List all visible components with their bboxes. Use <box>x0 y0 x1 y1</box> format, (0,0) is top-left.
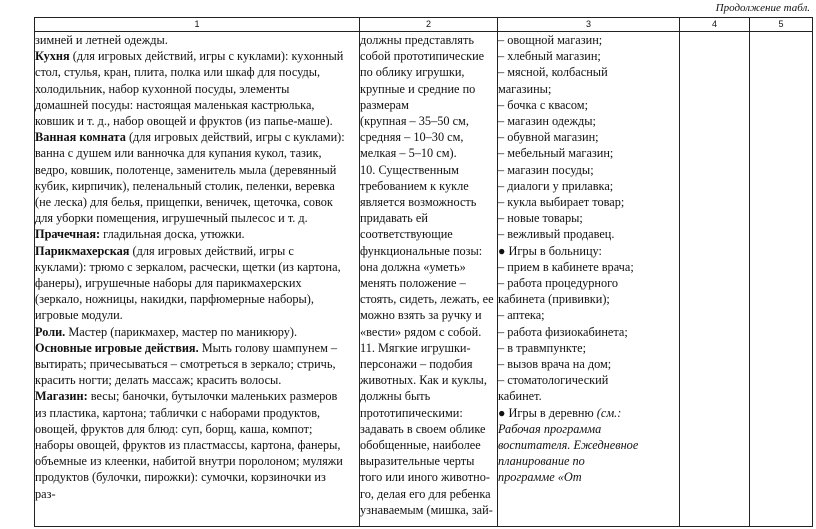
text-line: должны быть <box>360 389 431 404</box>
empty-cell-4 <box>680 32 750 527</box>
text-line: игровые модули. <box>35 308 123 323</box>
text-line: зимней и летней одежды. <box>35 33 168 47</box>
text-line: кубик, кирпичик), пеленальный столик, пеленки, веревка <box>35 178 335 193</box>
text-line: для уборки помещения, игрушечный пылесос и т. д. <box>35 211 308 226</box>
text-line <box>498 405 679 421</box>
text-span: Мыть голову шампунем – <box>198 340 338 355</box>
requirements-lines <box>360 32 497 518</box>
village-games-heading: ● Игры в деревню <box>498 405 597 420</box>
text-line: овощей, фруктов для блюд: суп, борщ, каша, компот; <box>35 421 313 436</box>
text-line: кабинета (прививки); <box>498 292 610 307</box>
text-line: по облику игрушки, <box>360 65 465 80</box>
header-row <box>35 18 813 32</box>
text-line: – вызов врача на дом; <box>498 357 612 372</box>
text-line: (зеркало, ножницы, накидки, парфюмерные наборы), <box>35 292 314 307</box>
reference-text: (см.: <box>596 405 622 420</box>
header-cell-5: 5 <box>750 18 813 32</box>
text-line: планирование по <box>498 454 585 469</box>
header-cell-4: 4 <box>680 18 750 32</box>
text-span: Мастер (парикмахер, мастер по маникюру). <box>65 324 298 339</box>
text-line: из пластика, картона; таблички с наборами продуктов, <box>35 405 321 420</box>
text-line: 10. Существенным <box>360 162 459 177</box>
text-line <box>35 48 359 64</box>
text-line: – вежливый продавец. <box>498 227 615 242</box>
text-line: прототипическими: <box>360 405 463 420</box>
shop-games-list <box>498 32 679 243</box>
text-span: весы; баночки, бутылочки маленьких размеров <box>87 389 338 404</box>
text-line: – работа физиокабинета; <box>498 324 628 339</box>
text-line: вытирать; причесываться – смотреться в зеркало; стричь, <box>35 357 336 372</box>
text-line: Рабочая программа <box>498 421 602 436</box>
text-line <box>35 243 359 259</box>
text-line <box>35 226 359 242</box>
text-line: ковшик и т. д., набор овощей и фруктов (из папье-маше). <box>35 114 333 129</box>
text-line: продуктов (булочки, пирожки): сумочки, корзиночки из <box>35 470 326 485</box>
text-line <box>35 129 359 145</box>
text-line: кабинет. <box>498 389 542 404</box>
continuation-caption: Продолжение табл. <box>715 2 810 14</box>
text-line: холодильник, набор кухонной посуды, элементы <box>35 81 290 96</box>
text-line: персонажи – подобия <box>360 357 473 372</box>
text-line: 11. Мягкие игрушки- <box>360 340 471 355</box>
text-line: стоять, сидеть, лежать, ее <box>360 292 494 307</box>
text-line <box>35 324 359 340</box>
text-line: является возможность <box>360 195 477 210</box>
text-line: воспитателя. Ежедневное <box>498 438 639 453</box>
text-line: объемные из клеенки, набитой внутри поролоном; муляжи <box>35 454 343 469</box>
text-line: менять положение – <box>360 276 466 291</box>
text-line: – в травмпункте; <box>498 340 586 355</box>
laundry-heading: Прачечная: <box>35 227 101 242</box>
text-line: обобщенные, наиболее <box>360 438 481 453</box>
text-line: можно взять за ручку и <box>360 308 482 323</box>
text-line: ведро, ковшик, полотенце, заменитель мыла (деревянный <box>35 162 337 177</box>
text-line: стол, стулья, кран, плита, полка или шкаф для посуды, <box>35 65 321 80</box>
text-line: – новые товары; <box>498 211 583 226</box>
text-span: (для игровых действий, игры с <box>129 243 294 258</box>
text-line: – овощной магазин; <box>498 33 603 47</box>
text-line: собой прототипические <box>360 49 485 64</box>
text-line: – аптека; <box>498 308 545 323</box>
roles-heading: Роли. <box>35 324 66 339</box>
text-line <box>35 340 359 356</box>
header-cell-3: 3 <box>498 18 680 32</box>
hairdresser-heading: Парикмахерская <box>35 243 130 258</box>
text-line: программе «От <box>498 470 582 485</box>
text-line: магазины; <box>498 81 552 96</box>
text-line: – прием в кабинете врача; <box>498 259 634 274</box>
text-line: – кукла выбирает товар; <box>498 195 625 210</box>
text-line: «вести» рядом с собой. <box>360 324 482 339</box>
text-line: она должна «уметь» <box>360 259 466 274</box>
text-line: – магазин одежды; <box>498 114 596 129</box>
text-line: (не леска) для белья, прищепки, веничек, щеточка, совок <box>35 195 333 210</box>
text-line: выразительные черты <box>360 454 475 469</box>
text-line: требованием к кукле <box>360 178 469 193</box>
text-line: фанеры), игрушечные наборы для парикмахерских <box>35 276 302 291</box>
empty-cell-5 <box>750 32 813 527</box>
header-cell-1: 1 <box>35 18 360 32</box>
games-cell <box>498 32 680 527</box>
header-cell-2: 2 <box>360 18 498 32</box>
text-line: го, делая его для ребенка <box>360 486 491 501</box>
text-line: красить ногти; делать массаж; красить волосы. <box>35 373 282 388</box>
text-line: – работа процедурного <box>498 276 619 291</box>
text-span: гладильная доска, утюжки. <box>100 227 245 242</box>
hospital-games-heading: ● Игры в больницу: <box>498 243 602 258</box>
kitchen-heading: Кухня <box>35 49 70 64</box>
hospital-games-list <box>498 259 679 405</box>
shop-heading: Магазин: <box>35 389 88 404</box>
text-line: крупные и средние по <box>360 81 476 96</box>
text-line: должны представлять <box>360 33 474 47</box>
text-line: животных. Как и куклы, <box>360 373 487 388</box>
text-line: – бочка с квасом; <box>498 97 588 112</box>
text-line: – стоматологический <box>498 373 609 388</box>
text-line: наборы овощей, фруктов из пластмассы, картона, фанеры, <box>35 438 341 453</box>
text-line: придавать ей <box>360 211 428 226</box>
text-line: – мясной, колбасный <box>498 65 608 80</box>
text-line: функциональные позы: <box>360 243 483 258</box>
requirements-cell <box>360 32 498 527</box>
text-line: того или иного животно- <box>360 470 490 485</box>
text-line: домашней посуды: настоящая маленькая кастрюлька, <box>35 97 315 112</box>
text-line: ванна с душем или ванночка для купания кукол, тазик, <box>35 146 322 161</box>
text-line: узнаваемым (мишка, зай- <box>360 502 493 517</box>
text-line: раз- <box>35 486 56 501</box>
text-line: – хлебный магазин; <box>498 49 601 64</box>
text-line: средняя – 10–30 см, <box>360 130 464 145</box>
reference-lines <box>498 421 679 486</box>
content-table <box>34 17 813 527</box>
equipment-cell <box>35 32 360 527</box>
text-line: мелкая – 5–10 см). <box>360 146 457 161</box>
bathroom-heading: Ванная комната <box>35 130 126 145</box>
text-line: куклами): трюмо с зеркалом, расчески, щетки (из картона, <box>35 259 341 274</box>
text-line: – мебельный магазин; <box>498 146 614 161</box>
text-span: (для игровых действий, игры с куклами): <box>125 130 345 145</box>
text-line: – диалоги у прилавка; <box>498 178 614 193</box>
text-line: задавать в своем облике <box>360 421 486 436</box>
text-line: – обувной магазин; <box>498 130 599 145</box>
actions-heading: Основные игровые действия. <box>35 340 199 355</box>
text-line: (крупная – 35–50 см, <box>360 114 469 129</box>
text-line: – магазин посуды; <box>498 162 594 177</box>
text-line <box>35 388 359 404</box>
text-span: (для игровых действий, игры с куклами): кухонный <box>69 49 344 64</box>
text-line: соответствующие <box>360 227 453 242</box>
text-line: размерам <box>360 97 409 112</box>
content-row <box>35 32 813 527</box>
